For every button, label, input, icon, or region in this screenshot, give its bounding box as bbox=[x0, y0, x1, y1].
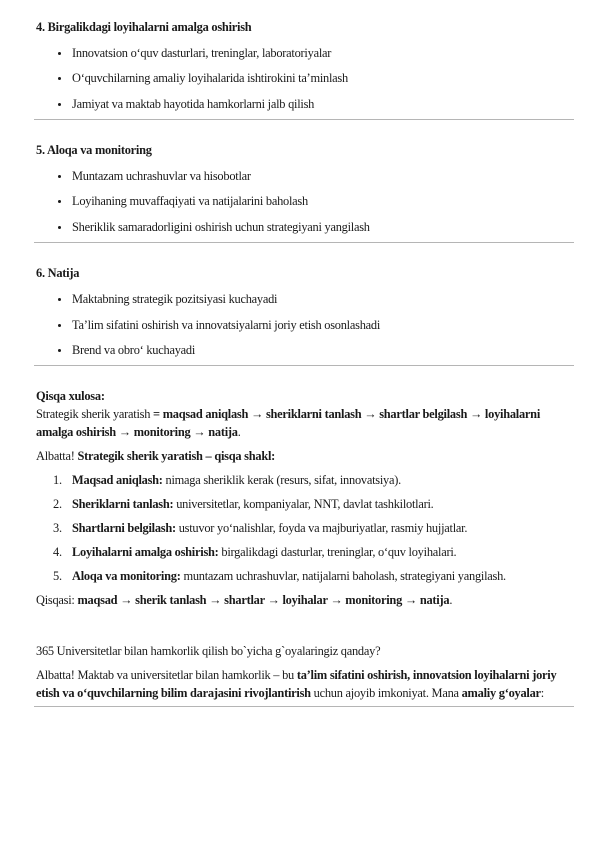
section-6-heading: 6. Natija bbox=[36, 266, 80, 281]
list-item: Innovatsion o‘quv dasturlari, treninglar, laboratoriyalar bbox=[36, 44, 574, 62]
list-item: Brend va obro‘ kuchayadi bbox=[36, 341, 574, 359]
list-item: 3. Shartlarni belgilash: ustuvor yo‘nalishlar, foyda va majburiyatlar, rasmiy hujjatlar. bbox=[53, 521, 468, 536]
list-item: O‘quvchilarning amaliy loyihalarida ishtirokini ta’minlash bbox=[36, 69, 574, 87]
section-5-heading: 5. Aloqa va monitoring bbox=[36, 143, 152, 158]
answer-365: Albatta! Maktab va universitetlar bilan hamkorlik – bu ta’lim sifatini oshirish, innovatsion loyihalarni joriy etish va o‘quvchilarning bilim darajasini rivojlantirish uchun ajoyib imkoniyat. Mana amaliy g‘oyalar: bbox=[36, 668, 557, 701]
summary-intro: Albatta! Strategik sherik yaratish – qisqa shakl: bbox=[36, 449, 276, 464]
list-item: Maktabning strategik pozitsiyasi kuchayadi bbox=[36, 290, 574, 308]
summary-heading: Qisqa xulosa: bbox=[36, 389, 105, 404]
list-item: 5. Aloqa va monitoring: muntazam uchrashuvlar, natijalarni baholash, strategiyani yangilash. bbox=[53, 569, 506, 584]
list-item: Ta’lim sifatini oshirish va innovatsiyalarni joriy etish osonlashadi bbox=[36, 316, 574, 334]
section-divider bbox=[34, 706, 574, 707]
document-page bbox=[36, 18, 574, 707]
list-item: 1. Maqsad aniqlash: nimaga sheriklik kerak (resurs, sifat, innovatsiya). bbox=[53, 473, 401, 488]
section-6-list bbox=[36, 290, 574, 359]
section-4-list bbox=[36, 44, 574, 113]
list-item: Loyihaning muvaffaqiyati va natijalarini baholash bbox=[36, 192, 574, 210]
list-item: Muntazam uchrashuvlar va hisobotlar bbox=[36, 167, 574, 185]
summary-steps-list bbox=[36, 471, 574, 585]
list-item: Sheriklik samaradorligini oshirish uchun strategiyani yangilash bbox=[36, 218, 574, 236]
section-5-list bbox=[36, 167, 574, 236]
list-item: 2. Sheriklarni tanlash: universitetlar, kompaniyalar, NNT, davlat tashkilotlari. bbox=[53, 497, 434, 512]
question-365: 365 Universitetlar bilan hamkorlik qilish bo`yicha g`oyalaringiz qanday? bbox=[36, 644, 381, 659]
section-4-heading: 4. Birgalikdagi loyihalarni amalga oshirish bbox=[36, 20, 252, 34]
list-item: 4. Loyihalarni amalga oshirish: birgalikdagi dasturlar, treninglar, o‘quv loyihalari. bbox=[53, 545, 457, 560]
list-item: Jamiyat va maktab hayotida hamkorlarni jalb qilish bbox=[36, 95, 574, 113]
summary-short: Qisqasi: maqsad → sherik tanlash → shartlar → loyihalar → monitoring → natija. bbox=[36, 593, 453, 608]
summary-line: Strategik sherik yaratish = maqsad aniqlash → sheriklarni tanlash → shartlar belgilash → loyihalarni amalga oshirish → monitoring → natija. bbox=[36, 407, 541, 440]
